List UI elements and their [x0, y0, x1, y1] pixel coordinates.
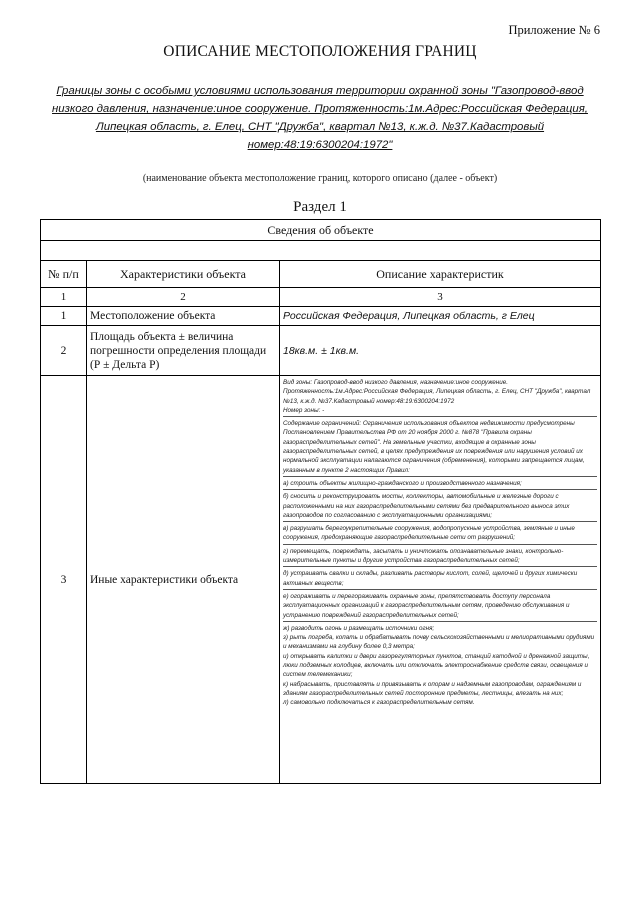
- details-block: [283, 524, 597, 545]
- table-heading: Сведения об объекте: [41, 220, 601, 241]
- row-num: 2: [41, 326, 87, 376]
- row-name: Местоположение объекта: [87, 307, 280, 326]
- details-block: [283, 569, 597, 590]
- restriction-item: д) устраивать свалки и склады, разливать растворы кислот, солей, щелочей и других химически активных веществ;: [283, 570, 578, 587]
- details-block: [283, 592, 597, 622]
- restriction-item: в) разрушать берегоукрепительные сооружения, водопропускные устройства, земляные и иные сооружения, предохраняющие газораспределительные сети от разрушений;: [283, 525, 575, 542]
- appendix-label: Приложение № 6: [508, 23, 600, 37]
- col-index-3: 3: [280, 288, 601, 307]
- row-name: Площадь объекта ± величина погрешности определения площади (Р ± Дельта Р): [87, 326, 280, 376]
- col-header-desc: Описание характеристик: [280, 261, 601, 288]
- details-block: [283, 492, 597, 522]
- details-block: [283, 479, 597, 490]
- col-header-name: Характеристики объекта: [87, 261, 280, 288]
- col-index-2: 2: [87, 288, 280, 307]
- other-characteristics-text: [280, 376, 601, 784]
- restriction-item: ж) разводить огонь и размещать источники огня; з) рыть погреба, копать и обрабатывать почву сельскохозяйственными и мелиоративными орудиями и механизмами на глубину более 0,3 метра; и) открывать калитки и двери газорегуляторных пунктов, станций катодной и дренажной защиты, люки подземных колодцев, включать или отключать электроснабжение средств связи, освещения и систем телемеханики; к) набрасывать, приставлять и привязывать к опорам и надземным газопроводам, ограждениям и зданиям газораспределительных сетей посторонние предметы, лестницы, влезать на них; л) самовольно подключаться к газораспределительным сетям.: [283, 624, 595, 707]
- table-blank-row: [41, 241, 601, 261]
- zone-number-text: Номер зоны: -: [283, 406, 325, 414]
- col-index-1: 1: [41, 288, 87, 307]
- row-name: Иные характеристики объекта: [87, 376, 280, 784]
- table-row: [41, 376, 601, 784]
- object-info-table: [40, 219, 601, 784]
- column-index-row: [41, 288, 601, 307]
- details-block: [283, 378, 597, 417]
- table-row: [41, 307, 601, 326]
- restriction-item: е) огораживать и перегораживать охранные зоны, препятствовать доступу персонала эксплуатационных организаций к газораспределительным сетям, проведению обслуживания и устранению повреждений газораспределительных сетей;: [283, 592, 570, 619]
- details-block: [283, 547, 597, 568]
- details-block: [283, 624, 597, 709]
- blank-cell: [41, 241, 601, 261]
- row-num: 3: [41, 376, 87, 784]
- restriction-item: б) сносить и реконструировать мосты, коллекторы, автомобильные и железные дороги с расположенными на них газораспределительными сетями без предварительного выноса этих газопроводов по согласованию с эксплуатационными организациями;: [283, 493, 570, 519]
- zone-type-text: Вид зоны: Газопровод-ввод низкого давления, назначение:иное сооружение. Протяженность:1м.Адрес:Российская Федерация, Липецкая область, г. Елец, СНТ "Дружба", квартал №13, к.ж.д. №37.Кадастровый номер:48:19:6300204:1972: [283, 379, 591, 405]
- details-block: [283, 419, 597, 477]
- row-desc: 18кв.м. ± 1кв.м.: [280, 326, 601, 376]
- column-header-row: [41, 261, 601, 288]
- row-num: 1: [41, 307, 87, 326]
- document-title: ОПИСАНИЕ МЕСТОПОЛОЖЕНИЯ ГРАНИЦ: [163, 43, 477, 60]
- col-header-num: № п/п: [41, 261, 87, 288]
- section-title: Раздел 1: [293, 199, 347, 215]
- zone-title: Границы зоны с особыми условиями использования территории охранной зоны "Газопровод-ввод низкого давления, назначение:иное сооружение. Протяженность:1м.Адрес:Российская Федерация, Липецкая область, г. Елец, СНТ "Дружба", квартал №13, к.ж.д. №37.Кадастровый номер:48:19:6300204:1972": [52, 85, 588, 151]
- row-desc: Российская Федерация, Липецкая область, г Елец: [280, 307, 601, 326]
- restriction-item: г) перемещать, повреждать, засыпать и уничтожать опознавательные знаки, контрольно-измерительные пункты и другие устройства газораспределительных сетей;: [283, 547, 564, 565]
- object-caption: (наименование объекта местоположение границ, которого описано (далее - объект): [142, 173, 498, 184]
- table-heading-row: [41, 220, 601, 241]
- restrictions-text: Содержание ограничений: Ограничения использования объектов недвижимости предусмотрены Постановлением Правительства РФ от 20 ноября 2000 г. №878 "Правила охраны газораспределительных сетей". На земельные участки, входящие в охранные зоны газораспределительных сетей, в целях предупреждения их повреждения или нарушения условий их нормальной эксплуатации налагаются ограничения (обременения), которыми запрещается лицам, указанным в пункте 2 настоящих Правил:: [283, 420, 585, 474]
- table-row: [41, 326, 601, 376]
- restriction-item: а) строить объекты жилищно-гражданского и производственного назначения;: [283, 479, 522, 487]
